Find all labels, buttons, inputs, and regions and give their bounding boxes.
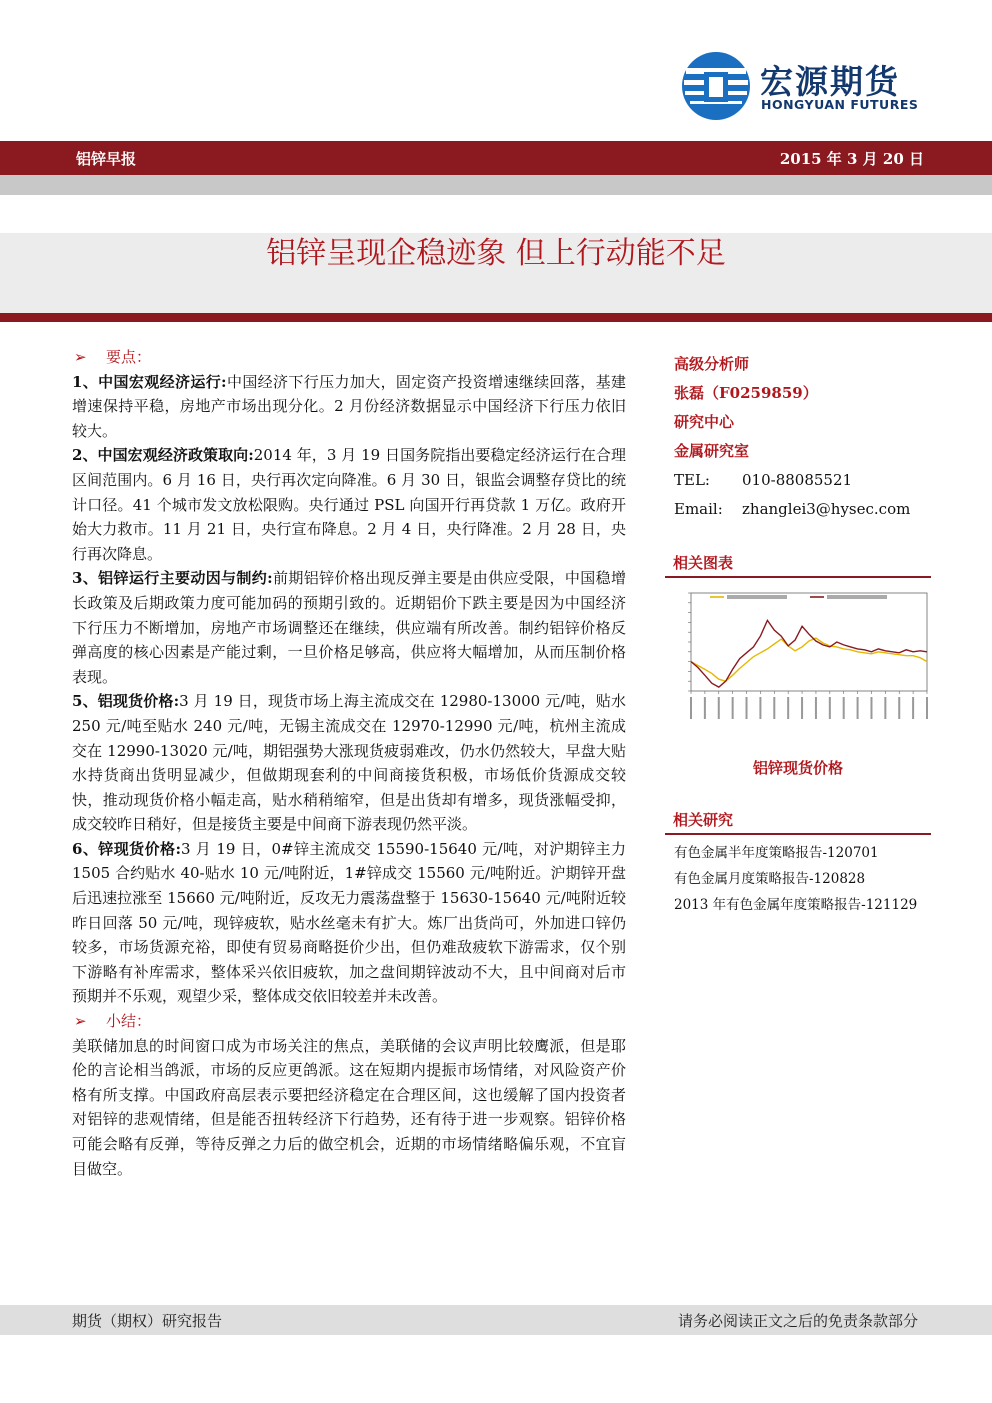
chart-x-tick-label: [926, 697, 928, 719]
research-item[interactable]: 有色金属月度策略报告-120828: [674, 871, 866, 887]
page-title: 铝锌呈现企稳迹象 但上行动能不足: [266, 236, 726, 271]
chart-x-tick-label: [843, 697, 845, 719]
arrow-icon: ➢: [74, 1012, 87, 1031]
chart-x-tick-label: [870, 697, 872, 719]
chart-x-tick-label: [704, 697, 706, 719]
report-body: [72, 345, 626, 1181]
point-3: 3、铝锌运行主要动因与制约:前期铝锌价格出现反弹主要是由供应受限，中国稳增长政策及后期政策力度可能加码的预期引致的。近期铝价下跌主要是因为中国经济下行压力不断增加，房地产市场调整还在继续，供应端有所改善。制约铝锌价格反弹高度的核心因素是产能过剩，一旦价格足够高，供应将大幅增加，从而压制价格表现。: [72, 569, 626, 686]
point-2: 2、中国宏观经济政策取向:2014 年，3 月 19 日国务院指出要稳定经济运行在合理区间范围内。6 月 16 日，央行再次定向降准。6 月 30 日，银监会调整存贷比的统计口径。41 个城市发文放松限购。央行通过 PSL 向国开行再贷款 1 万亿。政府开始大力救市。11 月 21 日，央行宣布降息。2 月 4 日，央行降准。2 月 28 日，央行再次降息。: [72, 446, 626, 563]
related-research-header: 相关研究: [665, 805, 931, 835]
conclusion-text: 美联储加息的时间窗口成为市场关注的焦点，美联储的会议声明比较鹰派，但是耶伦的言论相当鸽派，市场的反应更鸽派。这在短期内提振市场情绪，对风险资产价格有所支撑。中国政府高层表示要把经济稳定在合理区间，这也缓解了国内投资者对铝锌的悲观情绪，但是能否扭转经济下行趋势，还有待于进一步观察。铝锌价格可能会略有反弹，等待反弹之力后的做空机会，近期的市场情绪略偏乐观，不宜盲目做空。: [72, 1036, 626, 1178]
footer-left: 期货（期权）研究报告: [72, 1312, 223, 1330]
point-5: 5、铝现货价格:3 月 19 日，现货市场上海主流成交在 12980-13000 元/吨，贴水 250 元/吨至贴水 240 元/吨，无锡主流成交在 12970-12990 元/吨，杭州主流成交在 12990-13020 元/吨，期铝强势大涨现货疲弱难改，仍水仍然较大，早盘大贴水持货商出货明显减少，但做期现套利的中间商接货积极，市场低价货源成交较快，推动现货价格小幅走高，贴水稍稍缩窄，但是出货却有增多，现货涨幅受抑，成交较昨日稍好，但是接货主要是中间商下游表现仍然平淡。: [72, 692, 626, 834]
chart-x-tick-label: [884, 697, 886, 719]
chart-caption: 铝锌现货价格: [752, 759, 843, 777]
analyst-team: 金属研究室: [674, 442, 750, 460]
chart-legend-label: [727, 595, 787, 599]
chart-x-tick-label: [815, 697, 817, 719]
chart-legend-label: [827, 595, 887, 599]
header-strip: [0, 175, 992, 195]
analyst-role: 高级分析师: [674, 355, 750, 373]
chart-x-tick-label: [773, 697, 775, 719]
analyst-dept: 研究中心: [674, 413, 735, 431]
chart-x-tick-label: [690, 697, 692, 719]
chart-y-ticks: [688, 593, 691, 691]
chart-x-tick-label: [746, 697, 748, 719]
summary-heading: ➢ 要点：: [72, 345, 626, 370]
analyst-name: 张磊（F0259859）: [674, 384, 818, 402]
chart-legend: [710, 595, 887, 599]
research-item[interactable]: 有色金属半年度策略报告-120701: [674, 845, 879, 861]
chart-x-tick-label: [718, 697, 720, 719]
chart-plot-area: [691, 593, 927, 691]
chart-x-tick-label: [801, 697, 803, 719]
chart-x-tick-label: [759, 697, 761, 719]
report-type: 铝锌早报: [76, 150, 137, 168]
price-chart: [665, 583, 931, 753]
analyst-tel: TEL: 010-88085521: [674, 471, 853, 489]
chart-x-tick-label: [829, 697, 831, 719]
analyst-email: Email: zhanglei3@hysec.com: [674, 495, 934, 524]
related-charts-header: 相关图表: [665, 548, 931, 578]
chart-series-line-0: [691, 638, 927, 681]
point-6: 6、锌现货价格:3 月 19 日，0#锌主流成交 15590-15640 元/吨，对沪期锌主力 1505 合约贴水 40-贴水 10 元/吨附近，1#锌成交 15560 元/吨附近。沪期锌开盘后迅速拉涨至 15660 元/吨附近，反攻无力震荡盘整于 15630-15640 元/吨附近较昨日回落 50 元/吨，现锌疲软，贴水丝毫未有扩大。炼厂出货尚可，外加进口锌仍较多，市场货源充裕，即使有贸易商略挺价少出，但仍难敌疲软下游需求，仅个别下游略有补库需求，整体采兴依旧疲软，加之盘间期锌波动不大，且中间商对后市预期并不乐观，观望少采，整体成交依旧较差并未改善。: [72, 839, 626, 1006]
report-date: 2015 年 3 月 20 日: [779, 150, 924, 168]
related-research-list: [674, 840, 936, 918]
email-link[interactable]: zhanglei3@hysec.com: [742, 500, 911, 518]
analyst-info: [674, 350, 934, 524]
chart-x-tick-label: [857, 697, 859, 719]
point-1: 1、中国宏观经济运行:中国经济下行压力加大，固定资产投资增速继续回落，基建增速保持平稳，房地产市场出现分化。2 月份经济数据显示中国经济下行压力依旧较大。: [72, 372, 626, 440]
chart-x-ticks: [690, 691, 928, 719]
hongyuan-logo-icon: [680, 50, 752, 122]
chart-x-tick-label: [898, 697, 900, 719]
research-item[interactable]: 2013 年有色金属年度策略报告-121129: [674, 897, 918, 913]
chart-x-tick-label: [912, 697, 914, 719]
chart-x-tick-label: [787, 697, 789, 719]
arrow-icon: ➢: [74, 348, 87, 366]
title-rule: [0, 313, 992, 322]
brand-name-en: HONGYUAN FUTURES: [761, 97, 919, 112]
chart-series: [691, 620, 927, 687]
conclusion-heading: ➢ 小结：: [72, 1009, 626, 1034]
footer-right: 请务必阅读正文之后的免责条款部分: [677, 1312, 918, 1330]
brand-name-cn: 宏源期货: [760, 62, 900, 101]
chart-x-tick-label: [732, 697, 734, 719]
